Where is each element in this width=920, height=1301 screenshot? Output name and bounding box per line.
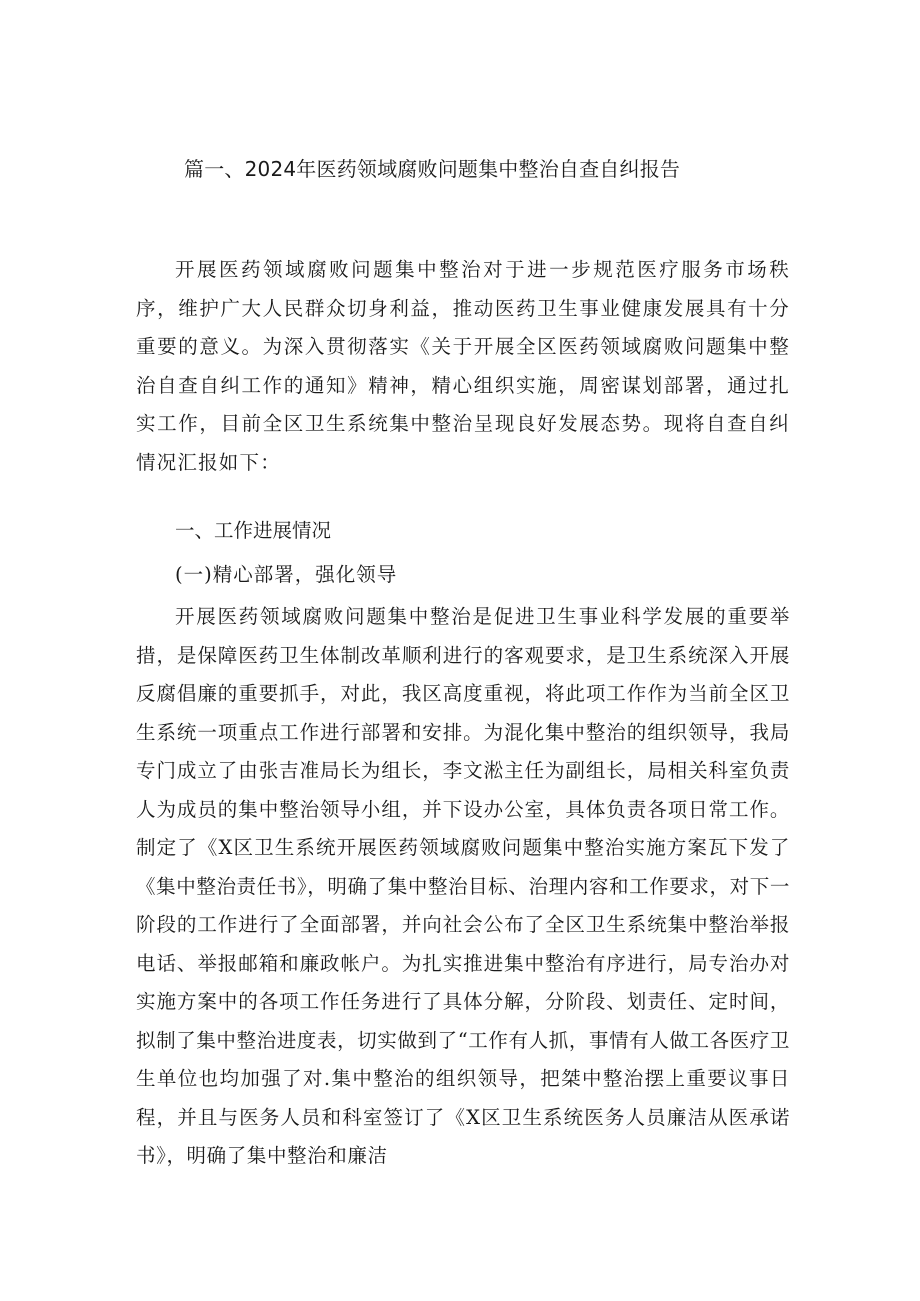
section-heading: 一、工作进展情况 (175, 519, 332, 542)
intro-paragraph: 开展医药领域腐败问题集中整治对于进一步规范医疗服务市场秩序，维护广大人民群众切身利益，推动医药卫生事业健康发展具有十分重要的意义。为深入贯彻落实《关于开展全区医药领域腐败问题集中整治自查自纠工作的通知》精神，精心组织实施，周密谋划部署，通过扎实工作，目前全区卫生系统集中整治呈现良好发展态势。现将自查自纠情况汇报如下： (136, 258, 790, 474)
document-title: 篇一、2024年医药领域腐败问题集中整治自查自纠报告 (184, 157, 681, 181)
subsection-heading: (一)精心部署，强化领导 (175, 563, 398, 586)
body-paragraph: 开展医药领域腐败问题集中整治是促进卫生事业科学发展的重要举措，是保障医药卫生体制改革顺利进行的客观要求，是卫生系统深入开展反腐倡廉的重要抓手，对此，我区高度重视，将此项工作作为当前全区卫生系统一项重点工作进行部署和安排。为混化集中整治的组织领导，我局专门成立了由张吉准局长为组长，李文淞主任为副组长，局相关科室负责人为成员的集中整治领导小组，并下设办公室，具体负责各项日常工作。制定了《X区卫生系统开展医药领域腐败问题集中整治实施方案瓦下发了《集中整治责任书》，明确了集中整治目标、治理内容和工作要求，对下一阶段的工作进行了全面部署，并向社会公布了全区卫生系统集中整治举报电话、举报邮箱和廉政帐户。为扎实推进集中整治有序进行，局专治办对实施方案中的各项工作任务进行了具体分解，分阶段、划责任、定时间，拟制了集中整治进度表，切实做到了“工作有人抓，事情有人做工各医疗卫生单位也均加强了对.集中整治的组织领导，把桀中整治摆上重要议事日程，并且与医务人员和科室签订了《X区卫生系统医务人员廉洁从医承诺书》，明确了集中整治和廉洁 (136, 605, 790, 1167)
